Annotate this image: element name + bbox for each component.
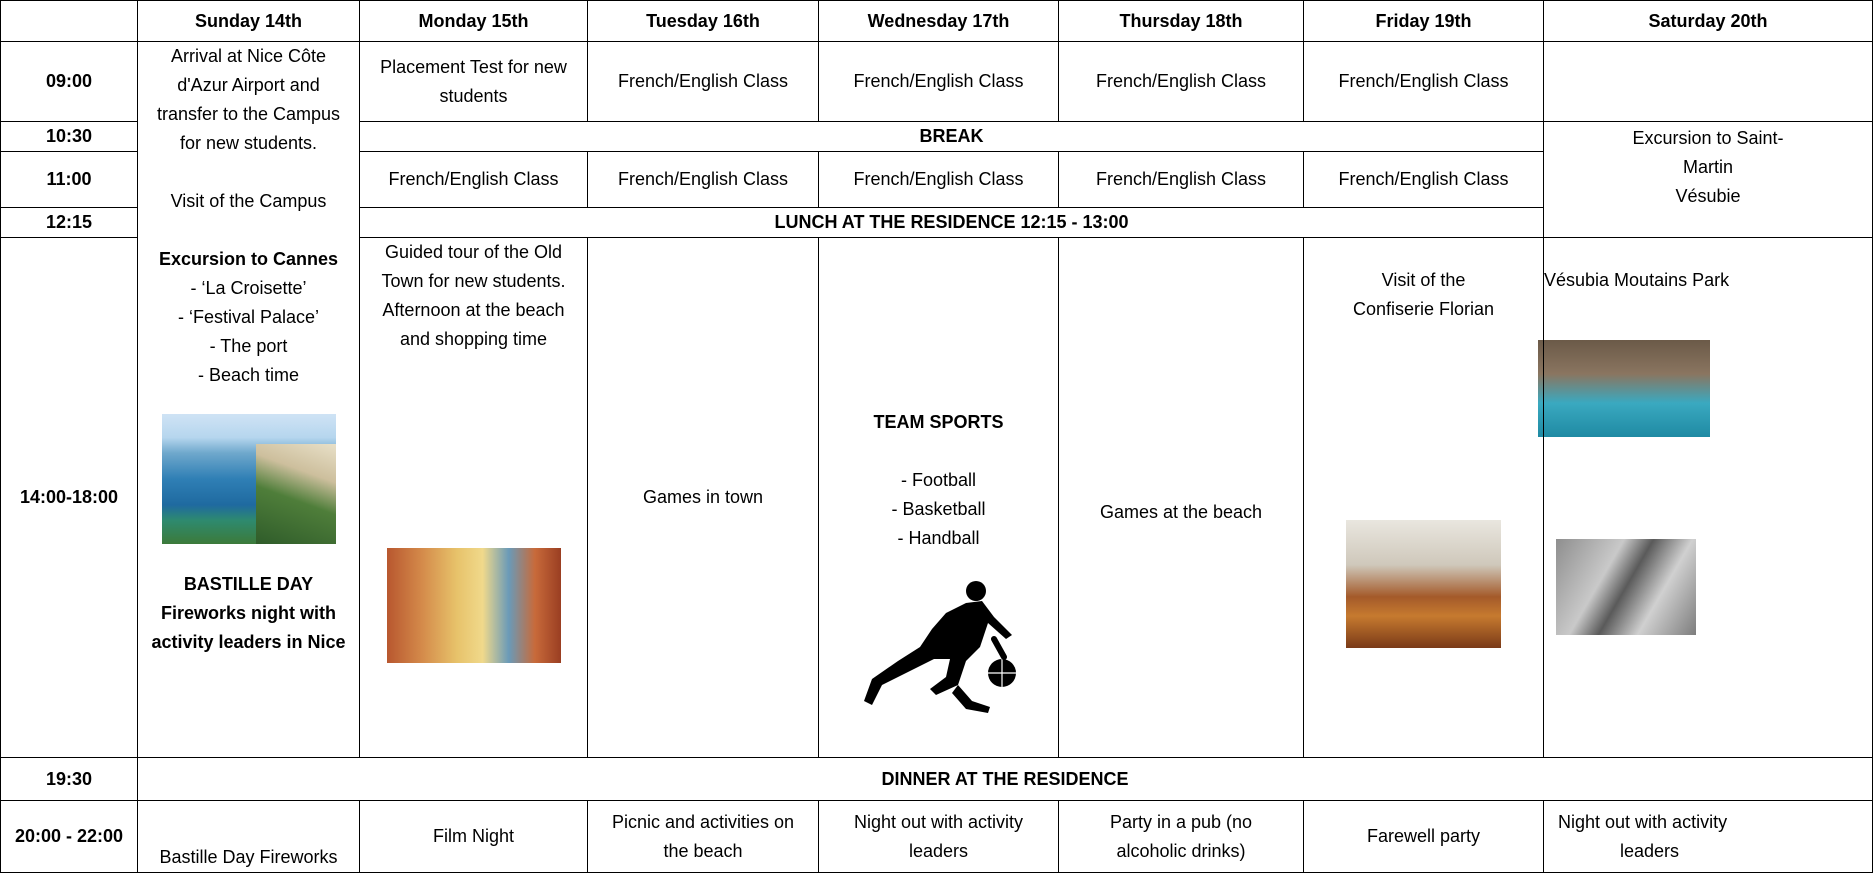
saturday-excursion-line: Vésubie [1675, 186, 1741, 206]
header-friday: Friday 19th [1304, 1, 1544, 42]
row-0900 [1, 42, 1873, 122]
sunday-bastille-line: BASTILLE DAY [183, 574, 314, 594]
thursday-evening-line: alcoholic drinks) [1116, 840, 1246, 861]
header-wednesday: Wednesday 17th [819, 1, 1059, 42]
saturday-evening-cell [1544, 801, 1873, 873]
time-0900: 09:00 [1, 42, 138, 122]
friday-afternoon-cell [1304, 238, 1544, 758]
beach-photo-icon [162, 414, 336, 544]
lunch-banner: LUNCH AT THE RESIDENCE 12:15 - 13:00 [360, 208, 1544, 238]
saturday-park: Vésubia Moutains Park [1544, 270, 1730, 290]
wednesday-class-late: French/English Class [819, 152, 1059, 208]
sunday-arrival-line: for new students. [179, 133, 318, 153]
saturday-excursion-line: Excursion to Saint- [1632, 128, 1784, 148]
wednesday-sports-item: - Football [900, 470, 977, 490]
wednesday-sports-item: - Handball [897, 528, 980, 548]
monday-tour-line: Afternoon at the beach [382, 300, 565, 320]
sunday-arrival-line: transfer to the Campus [156, 104, 341, 124]
monday-afternoon-cell [360, 238, 588, 758]
tuesday-class-late: French/English Class [588, 152, 819, 208]
time-1030: 10:30 [1, 122, 138, 152]
wednesday-sports-item: - Basketball [891, 499, 986, 519]
sunday-arrival-line: d'Azur Airport and [177, 75, 320, 95]
row-1930 [1, 758, 1873, 801]
sunday-morning-cell [138, 42, 360, 758]
sunday-visit: Visit of the Campus [170, 191, 327, 211]
spacer [140, 158, 357, 187]
header-monday: Monday 15th [360, 1, 588, 42]
sunday-excursion-item: - The port [209, 336, 288, 356]
tuesday-evening-line: Picnic and activities on [611, 811, 795, 832]
saturday-excursion-cell [1544, 122, 1873, 238]
monday-evening: Film Night [360, 801, 588, 873]
header-corner [1, 1, 138, 42]
sunday-bastille-line: activity leaders in Nice [151, 632, 346, 652]
tuesday-class-am: French/English Class [588, 42, 819, 122]
sunday-excursion-item: - ‘La Croisette’ [190, 278, 307, 298]
thursday-class-late: French/English Class [1059, 152, 1304, 208]
header-thursday: Thursday 18th [1059, 1, 1304, 42]
monday-tour-line: and shopping time [399, 329, 548, 349]
tuesday-evening-line: the beach [663, 840, 743, 861]
sunday-arrival-line: Arrival at Nice Côte [170, 46, 327, 66]
sunday-excursion-title: Excursion to Cannes [158, 249, 339, 269]
sunday-bastille-line: Fireworks night with [160, 603, 336, 623]
monday-class: French/English Class [360, 152, 588, 208]
friday-class-late: French/English Class [1304, 152, 1544, 208]
wednesday-evening-line: leaders [908, 840, 969, 861]
row-2000 [1, 801, 1873, 873]
monday-placement-line: students [439, 85, 508, 106]
monday-tour-line: Town for new students. [381, 271, 566, 291]
wednesday-sports-title: TEAM SPORTS [873, 412, 1004, 432]
header-row [1, 1, 1873, 42]
saturday-morning-empty [1544, 42, 1873, 122]
confiserie-photo-icon [1346, 520, 1501, 648]
wednesday-afternoon-cell [819, 238, 1059, 758]
friday-class-am: French/English Class [1304, 42, 1544, 122]
sunday-excursion-item: - Beach time [197, 365, 300, 385]
sunday-excursion-item: - ‘Festival Palace’ [177, 307, 320, 327]
monday-tour-line: Guided tour of the Old [384, 242, 563, 262]
time-1400-1800: 14:00-18:00 [1, 238, 138, 758]
tuesday-afternoon: Games in town [588, 238, 819, 758]
thursday-afternoon: Games at the beach [1059, 238, 1304, 758]
spacer [140, 216, 357, 245]
break-banner: BREAK [360, 122, 1544, 152]
header-sunday: Sunday 14th [138, 1, 360, 42]
saturday-afternoon-cell [1544, 238, 1873, 758]
dinner-banner: DINNER AT THE RESIDENCE [138, 758, 1873, 801]
time-1215: 12:15 [1, 208, 138, 238]
friday-evening: Farewell party [1304, 801, 1544, 873]
wednesday-evening-cell [819, 801, 1059, 873]
spacer [821, 437, 1056, 466]
wednesday-class-am: French/English Class [819, 42, 1059, 122]
thursday-evening-line: Party in a pub (no [1109, 811, 1253, 832]
time-2000-2200: 20:00 - 22:00 [1, 801, 138, 873]
climbing-wall-photo-icon [1556, 539, 1696, 635]
saturday-excursion-line: Martin [1682, 157, 1733, 177]
saturday-evening-line: Night out with activity [1558, 811, 1728, 832]
thursday-class-am: French/English Class [1059, 42, 1304, 122]
time-1930: 19:30 [1, 758, 138, 801]
monday-placement-line: Placement Test for new [380, 56, 567, 77]
tuesday-evening-cell [588, 801, 819, 873]
basketball-player-silhouette-icon [854, 577, 1024, 717]
monday-placement-cell [360, 42, 588, 122]
thursday-evening-cell [1059, 801, 1304, 873]
sunday-evening: Bastille Day Fireworks [138, 801, 360, 873]
friday-visit-line: Confiserie Florian [1352, 299, 1495, 319]
header-saturday: Saturday 20th [1544, 1, 1873, 42]
old-town-photo-icon [387, 548, 561, 663]
time-1100: 11:00 [1, 152, 138, 208]
header-tuesday: Tuesday 16th [588, 1, 819, 42]
canyoning-photo-icon [1538, 340, 1710, 437]
wednesday-evening-line: Night out with activity [853, 811, 1024, 832]
saturday-evening-line: leaders [1620, 840, 1680, 861]
friday-visit-line: Visit of the [1381, 270, 1466, 290]
